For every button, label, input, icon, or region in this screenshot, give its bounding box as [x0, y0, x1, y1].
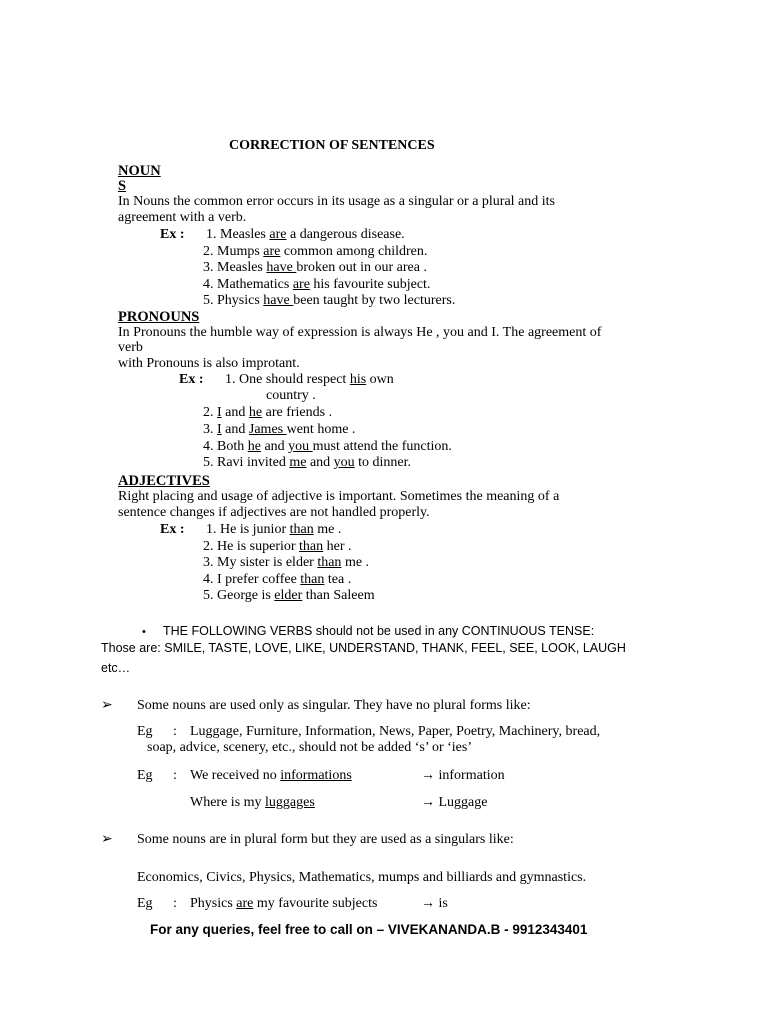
underlined-error: than	[317, 555, 342, 570]
plural-eg-correction: → is	[421, 896, 448, 911]
eg-label: Eg	[137, 724, 153, 739]
underlined-error: he	[248, 405, 263, 420]
plural-nouns-text: Some nouns are in plural form but they are used as a singulars like:	[137, 832, 514, 847]
plural-nouns-list: Economics, Civics, Physics, Mathematics, mumps and billiards and gymnastics.	[137, 870, 587, 885]
underlined-error: James	[248, 422, 287, 437]
example-text: to dinner.	[354, 455, 412, 470]
eg-colon: :	[173, 724, 177, 739]
pronouns-intro-line-2: verb	[118, 340, 143, 355]
underlined-error: you	[333, 455, 355, 470]
eg-label: Eg	[137, 768, 153, 783]
example-text: and	[306, 455, 334, 470]
example-text: 4. Mathematics	[203, 277, 293, 292]
nouns-ex-label: Ex :	[160, 227, 185, 242]
example-text: than Saleem	[302, 588, 375, 603]
pronouns-example-1	[225, 372, 394, 388]
nouns-heading: NOUN	[118, 163, 161, 179]
example-text: a dangerous disease.	[286, 227, 405, 242]
example-text: 3. Measles	[203, 260, 267, 275]
nouns-example-3	[203, 260, 427, 276]
underlined-error: than	[300, 572, 325, 587]
example-text: 1. One should respect	[225, 372, 350, 387]
example-text: been taught by two lecturers.	[293, 293, 456, 308]
example-text: my favourite subjects	[253, 896, 378, 911]
pronouns-intro-line-1: In Pronouns the humble way of expression is always He , you and I. The agreement of	[118, 325, 602, 340]
example-text: his favourite subject.	[309, 277, 431, 292]
underlined-error: are	[263, 244, 281, 259]
example-text: her .	[323, 539, 352, 554]
verbs-note-line-2: Those are: SMILE, TASTE, LOVE, LIKE, UNDERSTAND, THANK, FEEL, SEE, LOOK, LAUGH	[101, 641, 626, 655]
singular-eg3-correction: → Luggage	[421, 795, 488, 810]
underlined-error: have	[263, 293, 294, 308]
example-text: country .	[266, 388, 316, 403]
example-text: Physics	[190, 896, 237, 911]
underlined-error: me	[289, 455, 307, 470]
example-text: 1. He is junior	[206, 522, 290, 537]
adjectives-ex-label: Ex :	[160, 522, 185, 537]
pronouns-example-5	[203, 455, 411, 471]
example-text: 1. Measles	[206, 227, 270, 242]
pronouns-example-4	[203, 439, 452, 455]
adjectives-heading: ADJECTIVES	[118, 473, 210, 489]
example-text: 2. Mumps	[203, 244, 264, 259]
nouns-intro-line-2: agreement with a verb.	[118, 210, 247, 225]
example-text: me .	[341, 555, 370, 570]
pronouns-ex-label: Ex :	[179, 372, 204, 387]
underlined-error: I	[217, 405, 222, 420]
eg-label: Eg	[137, 896, 153, 911]
example-text: must attend the function.	[312, 439, 452, 454]
example-text: and	[221, 422, 249, 437]
example-text: 3. My sister is elder	[203, 555, 318, 570]
nouns-heading-wrap: S	[118, 178, 127, 194]
adjectives-example-1	[206, 522, 341, 538]
underlined-error: than	[299, 539, 324, 554]
singular-eg3	[190, 795, 315, 811]
arrowhead-bullet-icon: ➢	[101, 832, 113, 847]
verbs-note-line-3: etc…	[101, 661, 131, 675]
footer-contact: For any queries, feel free to call on – VIVEKANANDA.B - 9912343401	[150, 922, 588, 937]
example-text: tea .	[324, 572, 352, 587]
page-title: CORRECTION OF SENTENCES	[229, 138, 435, 153]
nouns-example-2	[203, 244, 427, 260]
example-text: 4. Both	[203, 439, 248, 454]
adjectives-example-4	[203, 572, 351, 588]
nouns-example-1	[206, 227, 405, 243]
eg-colon: :	[173, 768, 177, 783]
example-text: and	[221, 405, 249, 420]
example-text: 5. Ravi invited	[203, 455, 290, 470]
underlined-error: are	[292, 277, 310, 292]
adjectives-example-3	[203, 555, 369, 571]
adjectives-example-2	[203, 539, 352, 555]
underlined-error: I	[217, 422, 222, 437]
example-text: 3.	[203, 422, 217, 437]
example-text: are friends .	[262, 405, 333, 420]
underlined-error: you	[288, 439, 313, 454]
example-text: me .	[313, 522, 342, 537]
arrowhead-bullet-icon: ➢	[101, 698, 113, 713]
pronouns-intro-line-3: with Pronouns is also improtant.	[118, 356, 300, 371]
pronouns-example-1-cont	[266, 388, 316, 404]
plural-eg	[190, 896, 377, 912]
adjectives-intro-line-2: sentence changes if adjectives are not handled properly.	[118, 505, 430, 520]
example-text: 5. Physics	[203, 293, 264, 308]
example-text: We received no	[190, 768, 281, 783]
example-text: 5. George is	[203, 588, 275, 603]
example-text: 4. I prefer coffee	[203, 572, 301, 587]
nouns-example-4	[203, 277, 430, 293]
underlined-error: he	[247, 439, 261, 454]
example-text: went home .	[286, 422, 356, 437]
underlined-error: luggages	[265, 795, 315, 810]
underlined-error: his	[349, 372, 367, 387]
underlined-error: than	[289, 522, 314, 537]
example-text: Where is my	[190, 795, 266, 810]
underlined-error: are	[236, 896, 254, 911]
adjectives-intro-line-1: Right placing and usage of adjective is important. Sometimes the meaning of a	[118, 489, 560, 504]
pronouns-example-3	[203, 422, 355, 438]
example-text: and	[260, 439, 289, 454]
underlined-error: elder	[274, 588, 303, 603]
eg-colon: :	[173, 896, 177, 911]
singular-eg1-line-2: soap, advice, scenery, etc., should not be added ‘s’ or ‘ies’	[147, 740, 472, 755]
example-text: common among children.	[280, 244, 428, 259]
singular-eg2	[190, 768, 352, 784]
underlined-error: have	[266, 260, 297, 275]
underlined-error: informations	[280, 768, 352, 783]
example-text: own	[366, 372, 394, 387]
pronouns-heading: PRONOUNS	[118, 309, 200, 325]
underlined-error: are	[269, 227, 287, 242]
bullet-icon: •	[142, 626, 146, 638]
nouns-example-5	[203, 293, 455, 309]
singular-eg2-correction: → information	[421, 768, 505, 783]
adjectives-example-5	[203, 588, 375, 604]
verbs-note-line-1: THE FOLLOWING VERBS should not be used in any CONTINUOUS TENSE:	[163, 624, 595, 638]
singular-nouns-text: Some nouns are used only as singular. They have no plural forms like:	[137, 698, 531, 713]
example-text: 2. He is superior	[203, 539, 300, 554]
singular-eg1-line-1: Luggage, Furniture, Information, News, Paper, Poetry, Machinery, bread,	[190, 724, 601, 739]
nouns-intro-line-1: In Nouns the common error occurs in its usage as a singular or a plural and its	[118, 194, 556, 209]
example-text: broken out in our area .	[296, 260, 427, 275]
example-text: 2.	[203, 405, 217, 420]
pronouns-example-2	[203, 405, 332, 421]
